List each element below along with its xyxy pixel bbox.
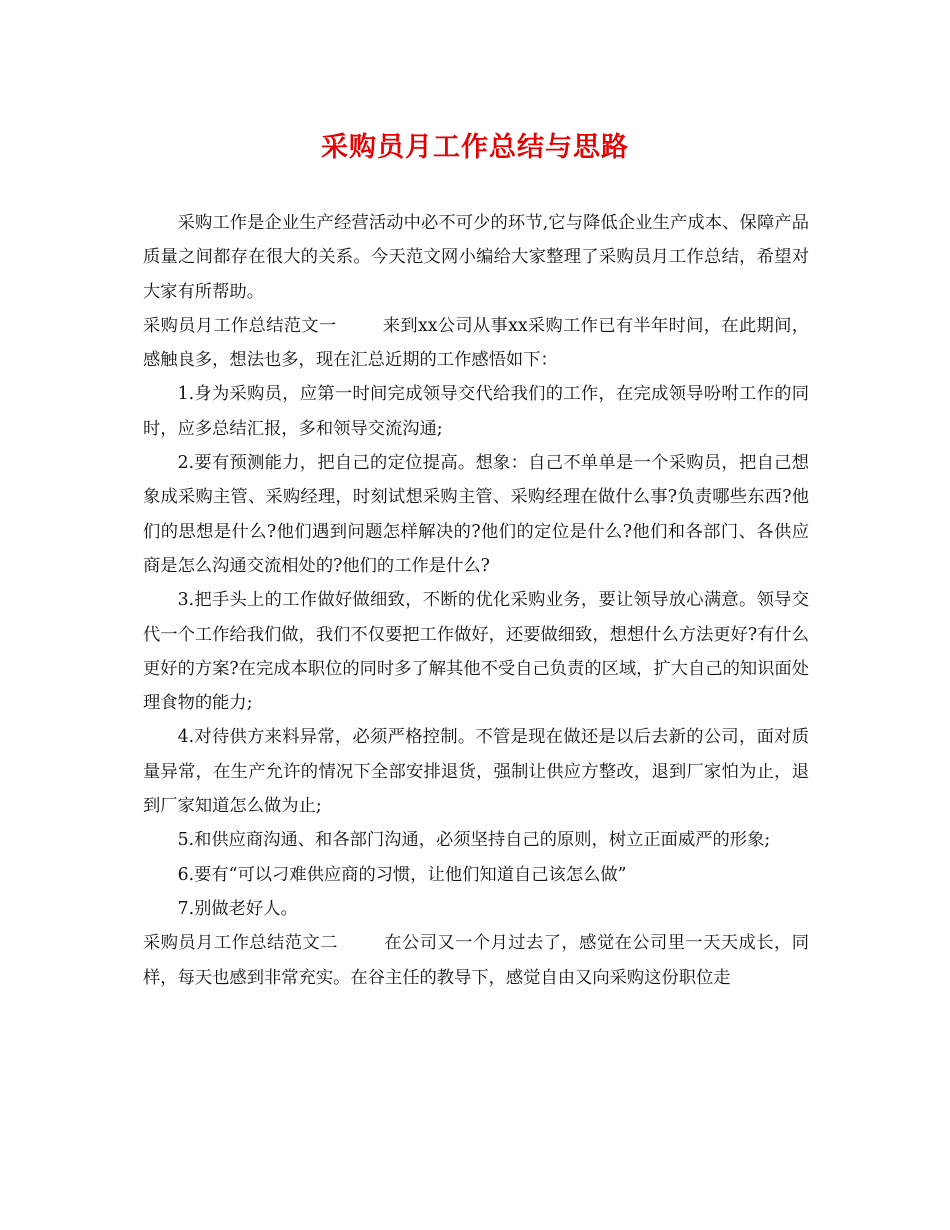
section-1-heading: 采购员月工作总结范文一: [143, 315, 337, 336]
list-item-1: 1.身为采购员，应第一时间完成领导交代给我们的工作，在完成领导吩咐工作的同时，应多总结汇报，多和领导交流沟通;: [143, 384, 809, 439]
list-item-6: 6.要有“可以刁难供应商的习惯，让他们知道自己该怎么做”: [177, 864, 627, 885]
list-item-5: 5.和供应商沟通、和各部门沟通，必须坚持自己的原则，树立正面威严的形象;: [177, 830, 771, 851]
list-item-2: 2.要有预测能力，把自己的定位提高。想象：自己不单单是一个采购员，把自己想象成采购主管、采购经理，时刻试想采购主管、采购经理在做什么事?负责哪些东西?他们的思想是什么?他们遇到问题怎样解决的?他们的定位是什么?他们和各部门、各供应商是怎么沟通交流相处的?他们的工作是什么?: [143, 453, 809, 576]
intro-paragraph: 采购工作是企业生产经营活动中必不可少的环节,它与降低企业生产成本、保障产品质量之间都存在很大的关系。今天范文网小编给大家整理了采购员月工作总结，希望对大家有所帮助。: [143, 213, 809, 302]
section-2-text: 在公司又一个月过去了，感觉在公司里一天天成长，同样，每天也感到非常充实。在谷主任的教导下，感觉自由又向采购这份职位走: [143, 933, 809, 988]
list-item-3: 3.把手头上的工作做好做细致，不断的优化采购业务，要让领导放心满意。领导交代一个工作给我们做，我们不仅要把工作做好，还要做细致，想想什么方法更好?有什么更好的方案?在完成本职位的同时多了解其他不受自己负责的区域，扩大自己的知识面处理食物的能力;: [143, 590, 809, 714]
section-2-paragraph: [143, 926, 809, 995]
document-body: [143, 206, 809, 995]
list-item-7: 7.别做老好人。: [177, 898, 298, 919]
section-1-text: 来到xx公司从事xx采购工作已有半年时间，在此期间，感触良多，想法也多，现在汇总近期的工作感悟如下：: [143, 315, 809, 371]
document-title: 采购员月工作总结与思路: [321, 132, 629, 163]
list-item-4: 4.对待供方来料异常，必须严格控制。不管是现在做还是以后去新的公司，面对质量异常，在生产允许的情况下全部安排退货，强制让供应方整改，退到厂家怕为止，退到厂家知道怎么做为止;: [143, 727, 809, 817]
section-2-heading: 采购员月工作总结范文二: [143, 933, 338, 954]
section-1-paragraph: [143, 309, 809, 378]
